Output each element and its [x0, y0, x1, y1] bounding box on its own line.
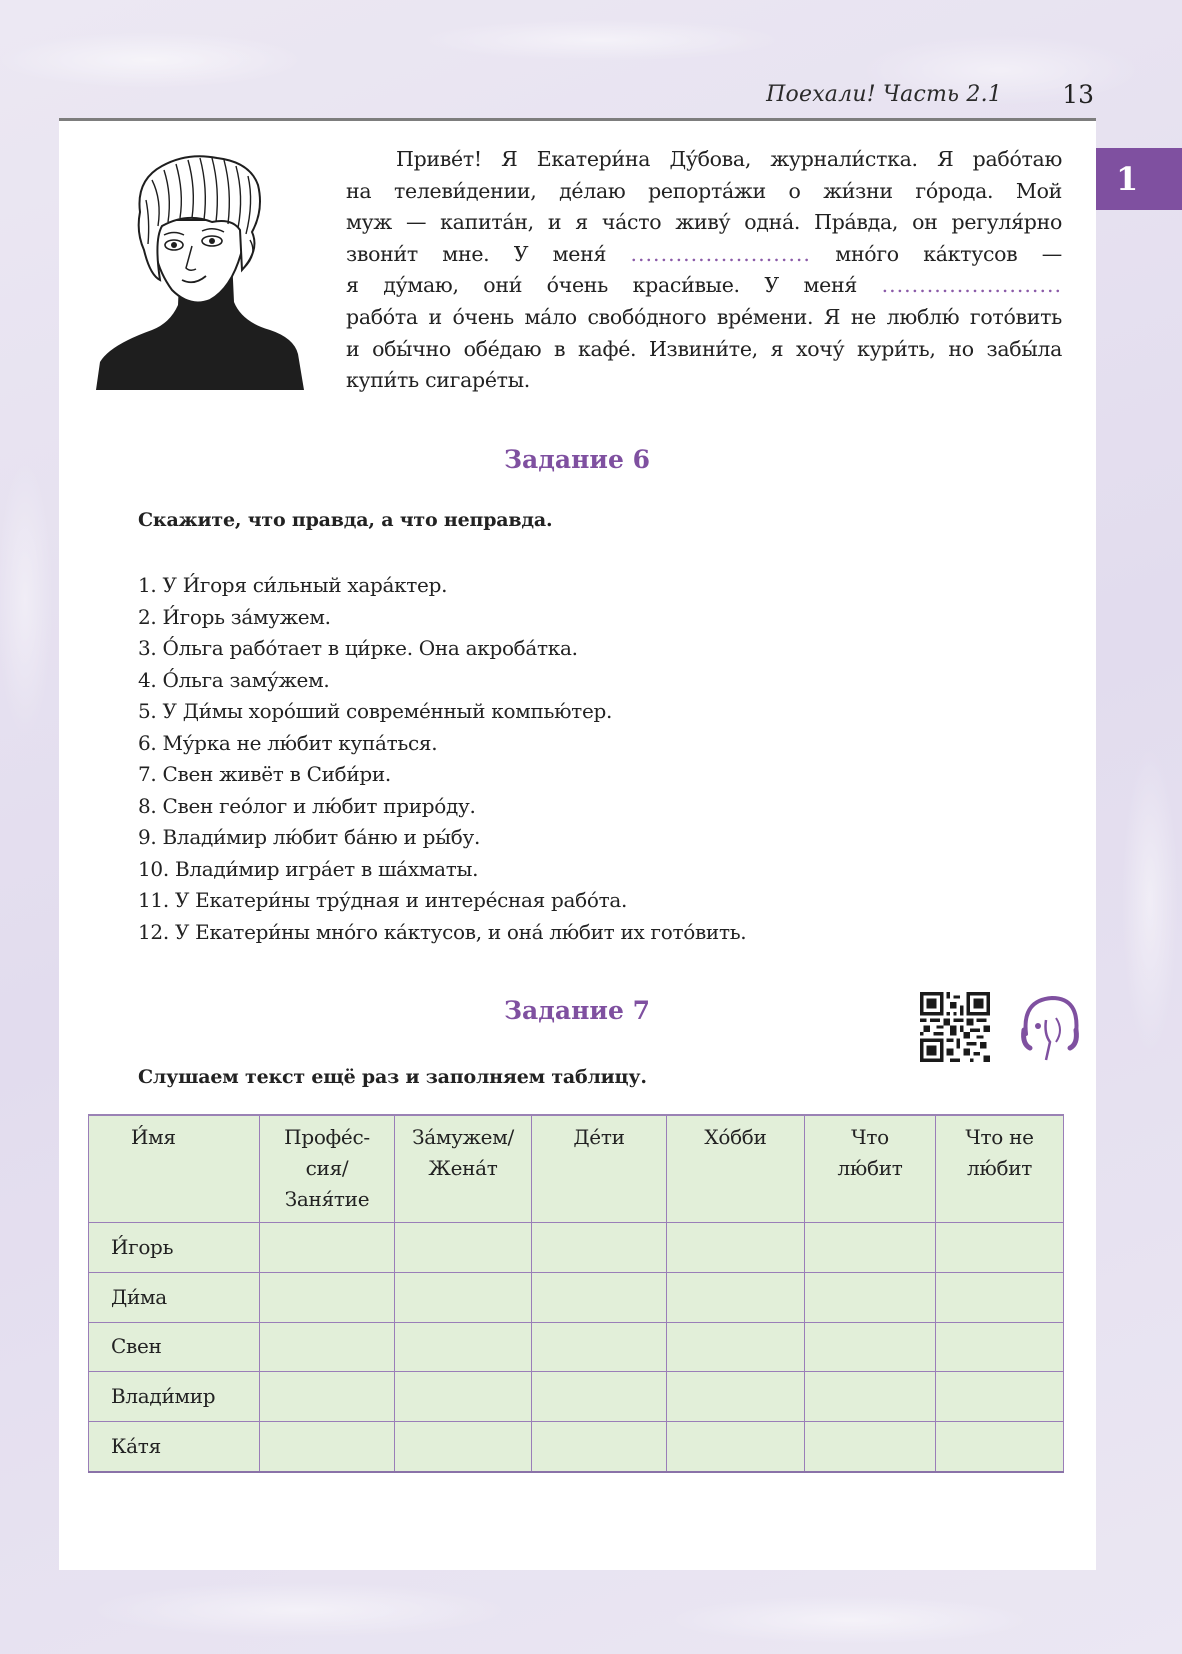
column-header-children — [532, 1115, 667, 1223]
intro-line: муж — капита́н, и я ча́сто живу́ одна́. Пра́вда, он регуля́рно — [346, 210, 1062, 235]
task6-instruction: Скажите, что правда, а что неправда. — [138, 509, 553, 531]
portrait-illustration — [92, 140, 306, 392]
table-cell[interactable] — [805, 1223, 936, 1273]
column-header-hobby — [667, 1115, 805, 1223]
table-cell[interactable] — [936, 1372, 1064, 1422]
fill-in-table — [88, 1114, 1064, 1473]
table-cell[interactable] — [395, 1322, 532, 1372]
task7-instruction: Слушаем текст ещё раз и заполняем таблицу. — [138, 1066, 647, 1088]
table-cell[interactable] — [667, 1322, 805, 1372]
statement-list — [138, 570, 746, 948]
statement-item: 9. Влади́мир лю́бит ба́ню и ры́бу. — [138, 825, 481, 849]
statement-item: 6. Му́рка не лю́бит купа́ться. — [138, 730, 438, 755]
table-row — [89, 1422, 1064, 1472]
column-header-married — [395, 1115, 532, 1223]
table-cell[interactable] — [532, 1223, 667, 1273]
statement-item: 2. И́горь за́мужем. — [138, 604, 331, 629]
statement-item: 10. Влади́мир игра́ет в ша́хматы. — [138, 856, 479, 881]
header-text: сия/ — [305, 1156, 349, 1180]
table-row — [89, 1223, 1064, 1273]
table-cell[interactable] — [532, 1272, 667, 1322]
table-cell[interactable] — [805, 1372, 936, 1422]
table-cell[interactable] — [805, 1322, 936, 1372]
header-text: Жена́т — [428, 1156, 498, 1180]
header-text: Де́ти — [573, 1125, 625, 1149]
column-header-profession — [260, 1115, 395, 1223]
header-text: За́мужем/ — [412, 1125, 514, 1149]
table-cell[interactable] — [260, 1223, 395, 1273]
intro-text: мно́го ка́ктусов — — [835, 241, 1062, 266]
row-name: Ди́ма — [89, 1272, 260, 1322]
table-cell[interactable] — [936, 1223, 1064, 1273]
headphones-icon[interactable] — [1016, 990, 1084, 1062]
table-cell[interactable] — [260, 1372, 395, 1422]
table-header-row — [89, 1115, 1064, 1223]
intro-line: и обы́чно обе́даю в кафе́. Извини́те, я хочу́ кури́ть, но забы́ла — [346, 336, 1062, 361]
row-name: Ка́тя — [89, 1422, 260, 1472]
table-cell[interactable] — [395, 1272, 532, 1322]
statement-item: 7. Свен живёт в Сиби́ри. — [138, 762, 391, 786]
table-row — [89, 1372, 1064, 1422]
intro-line: рабо́та и о́чень ма́ло свобо́дного вре́мени. Я не люблю́ гото́вить — [346, 304, 1062, 329]
table-cell[interactable] — [260, 1272, 395, 1322]
column-header-dislikes — [936, 1115, 1064, 1223]
task6-title: Задание 6 — [504, 445, 650, 474]
chapter-number: 1 — [1116, 160, 1139, 198]
table-row — [89, 1272, 1064, 1322]
column-header-likes — [805, 1115, 936, 1223]
header-text: Что — [851, 1125, 889, 1149]
table-cell[interactable] — [936, 1272, 1064, 1322]
table-cell[interactable] — [260, 1322, 395, 1372]
intro-line: купи́ть сигаре́ты. — [346, 368, 530, 393]
header-rule — [59, 118, 1096, 121]
header-text: Что не — [965, 1125, 1034, 1149]
table-cell[interactable] — [667, 1272, 805, 1322]
table-cell[interactable] — [667, 1422, 805, 1472]
running-title: Поехали! Часть 2.1 — [766, 82, 1002, 107]
task7-title: Задание 7 — [504, 996, 650, 1025]
chapter-tab — [1096, 148, 1182, 210]
intro-line: на телеви́дении, де́лаю репорта́жи о жи́зни го́рода. Мой — [346, 178, 1062, 203]
header-text: лю́бит — [837, 1156, 903, 1180]
page-number: 13 — [1062, 80, 1094, 109]
table-cell[interactable] — [532, 1322, 667, 1372]
table-cell[interactable] — [667, 1372, 805, 1422]
table-cell[interactable] — [532, 1372, 667, 1422]
row-name: Свен — [89, 1322, 260, 1372]
table-cell[interactable] — [936, 1422, 1064, 1472]
header-text: Заня́тие — [284, 1187, 370, 1211]
header-text: лю́бит — [966, 1156, 1033, 1180]
intro-paragraph — [346, 144, 1062, 397]
table-cell[interactable] — [805, 1272, 936, 1322]
intro-line-with-blank — [346, 239, 1062, 271]
header-text: Профе́с- — [284, 1125, 370, 1149]
header-text: И́мя — [131, 1125, 176, 1149]
intro-text: я ду́маю, они́ о́чень краси́вые. У меня́ — [346, 273, 857, 298]
table-cell[interactable] — [805, 1422, 936, 1472]
table-row — [89, 1322, 1064, 1372]
column-header-name — [89, 1115, 260, 1223]
intro-line: Приве́т! Я Екатери́на Ду́бова, журнали́стка. Я рабо́таю — [396, 147, 1062, 171]
row-name: И́горь — [89, 1223, 260, 1273]
table-cell[interactable] — [532, 1422, 667, 1472]
statement-item: 1. У И́горя си́льный хара́ктер. — [138, 573, 448, 597]
statement-item: 8. Свен гео́лог и лю́бит приро́ду. — [138, 793, 476, 818]
fill-blank-1[interactable]: ........................ — [630, 241, 811, 266]
statement-item: 4. О́льга заму́жем. — [138, 667, 330, 692]
header-text: Хо́бби — [704, 1125, 767, 1149]
row-name: Влади́мир — [89, 1372, 260, 1422]
table-cell[interactable] — [395, 1223, 532, 1273]
table-cell[interactable] — [395, 1372, 532, 1422]
qr-code-icon[interactable] — [920, 992, 990, 1062]
table-cell[interactable] — [667, 1223, 805, 1273]
statement-item: 11. У Екатери́ны тру́дная и интере́сная рабо́та. — [138, 888, 628, 912]
table-cell[interactable] — [936, 1322, 1064, 1372]
intro-line-with-blank — [346, 270, 1062, 302]
intro-text: звони́т мне. У меня́ — [346, 241, 607, 266]
statement-item: 5. У Ди́мы хоро́ший совреме́нный компью́тер. — [138, 699, 613, 723]
statement-item: 12. У Екатери́ны мно́го ка́ктусов, и она́ лю́бит их гото́вить. — [138, 919, 747, 944]
fill-blank-2[interactable]: ........................ — [881, 273, 1063, 298]
statement-item: 3. О́льга рабо́тает в ци́рке. Она акроба́тка. — [138, 636, 578, 660]
table-cell[interactable] — [260, 1422, 395, 1472]
table-cell[interactable] — [395, 1422, 532, 1472]
